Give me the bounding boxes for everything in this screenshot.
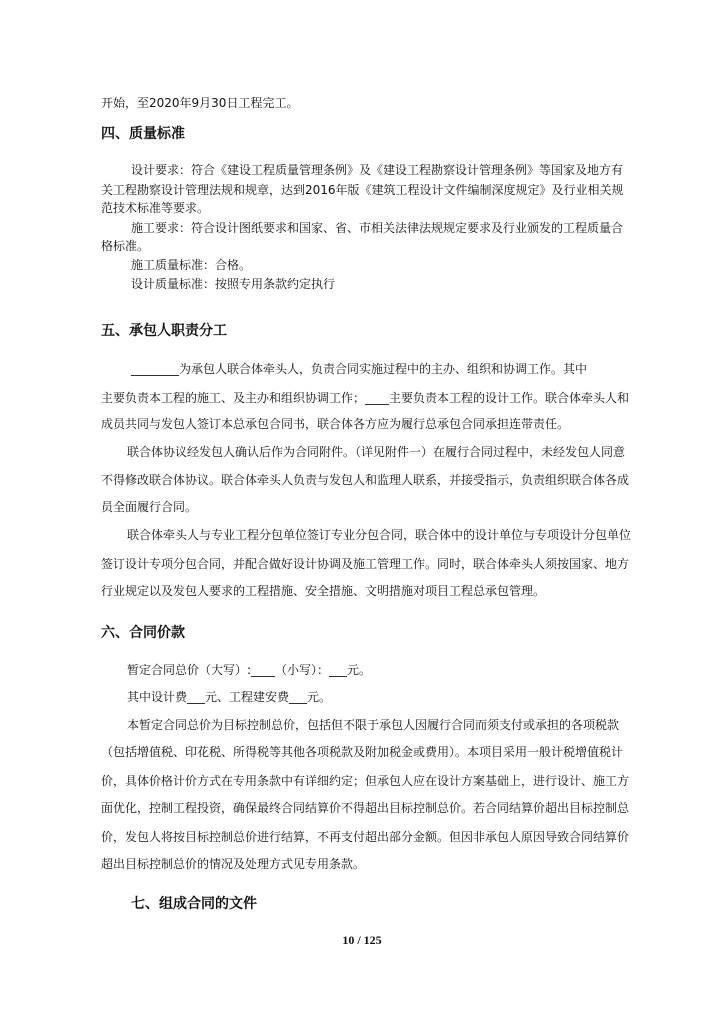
text-line: 超出目标控制总价的情况及处理方式见专用条款。: [101, 857, 366, 871]
section-heading-quality: 四、质量标准: [101, 126, 185, 142]
text-line: 暂定合同总价（大写）:____（小写）：___元。: [127, 663, 372, 677]
text-line: 开始，至2020年9月30日工程完工。: [101, 96, 299, 110]
text-line: 施工要求：符合设计图纸要求和国家、省、市相关法律法规规定要求及行业颁发的工程质量合: [131, 221, 624, 235]
text-line: 签订设计专项分包合同，并配合做好设计协调及施工管理工作。同时，联合体牵头人须按国家、地方: [101, 557, 630, 571]
text-line: 施工质量标准：合格。: [131, 258, 252, 272]
text-line: 成员共同与发包人签订本总承包合同书，联合体各方应为履行总承包合同承担连带责任。: [101, 417, 570, 431]
text-line: 其中设计费___元、工程建安费___元。: [127, 690, 332, 704]
text-line: 价，发包人将按目标控制总价进行结算，不再支付超出部分金额。但因非承包人原因导致合同结算价: [101, 830, 630, 844]
text-line: 设计要求：符合《建设工程质量管理条例》及《建设工程勘察设计管理条例》等国家及地方有: [131, 163, 624, 177]
page-number: 10 / 125: [342, 933, 382, 947]
text-line: 格标准。: [101, 239, 150, 253]
section-heading-price: 六、合同价款: [101, 625, 185, 641]
text-line: 员全面履行合同。: [101, 500, 198, 514]
text-line: 不得修改联合体协议。联合体牵头人负责与发包人和监理人联系，并接受指示，负责组织联合体各成: [101, 473, 630, 487]
text-line: 关工程勘察设计管理法规和规章，达到2016年版《建筑工程设计文件编制深度规定》及行业相关规: [101, 183, 624, 197]
text-line: 行业规定以及发包人要求的工程措施、安全措施、文明措施对项目工程总承包管理。: [101, 584, 546, 598]
text-line: （包括增值税、印花税、所得税等其他各项税款及附加税金或费用）。本项目采用一般计税增值税计: [101, 745, 624, 759]
text-line: 联合体协议经发包人确认后作为合同附件。（详见附件一）在履行合同过程中，未经发包人同意: [127, 445, 626, 459]
text-line: 面优化，控制工程投资，确保最终合同结算价不得超出目标控制总价。若合同结算价超出目标控制总: [101, 801, 630, 815]
section-heading-duties: 五、承包人职责分工: [101, 323, 227, 339]
text-line: 主要负责本工程的施工、及主办和组织协调工作；____主要负责本工程的设计工作。联合体牵头人和: [101, 391, 630, 405]
text-line: 价，具体价格计价方式在专用条款中有详细约定；但承包人应在设计方案基础上，进行设计、施工方: [101, 774, 630, 788]
text-line: ________为承包人联合体牵头人，负责合同实施过程中的主办、组织和协调工作。其中: [131, 362, 588, 376]
text-line: 联合体牵头人与专业工程分包单位签订专业分包合同，联合体中的设计单位与专项设计分包单位: [127, 528, 632, 542]
section-heading-documents: 七、组成合同的文件: [131, 896, 257, 912]
text-line: 本暂定合同总价为目标控制总价，包括但不限于承包人因履行合同而须支付或承担的各项税款: [127, 718, 620, 732]
text-line: 设计质量标准：按照专用条款约定执行: [131, 277, 336, 291]
text-line: 范技术标准等要求。: [101, 201, 210, 215]
